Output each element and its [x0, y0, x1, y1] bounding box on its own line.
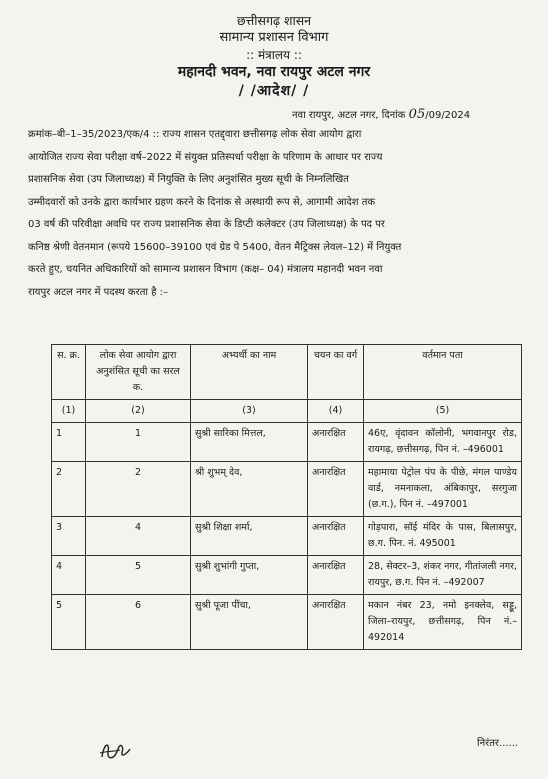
order-line: उम्मीदवारों को उनके द्वारा कार्यभार ग्रहण करने के दिनांक से अस्थायी रूप से, आगामी आदेश तक — [28, 196, 376, 208]
cell-category: अनारक्षित — [308, 517, 364, 556]
cell-category: अनारक्षित — [308, 556, 364, 595]
signature-mark — [96, 735, 136, 765]
order-line: क्रमांक–बी–1–35/2023/एक/4 :: राज्य शासन एतद्द्वारा छत्तीसगढ़ लोक सेवा आयोग द्वारा — [28, 129, 362, 140]
office-address: महानदी भवन, नवा रायपुर अटल नगर — [177, 64, 371, 80]
cell-rank: 5 — [86, 556, 191, 595]
date-day-handwritten: 05 — [408, 107, 426, 122]
order-line: कनिष्ठ श्रेणी वेतनमान (रूपये 15600–39100 एवं ग्रेड पे 5400, वेतन मैट्रिक्स लेवल–12) में नियुक्त — [28, 241, 402, 253]
cell-name: सुश्री सारिका मित्तल, — [191, 423, 308, 462]
cell-address: 28, सेक्टर–3, शंकर नगर, गीतांजली नगर, रायपुर, छ.ग. पिन नं. –492007 — [364, 556, 522, 595]
date-prefix: नवा रायपुर, अटल नगर, दिनांक — [292, 110, 406, 121]
cell-name: सुश्री पूजा पींचा, — [191, 595, 308, 650]
table-row — [52, 556, 522, 595]
col-number: (3) — [191, 400, 308, 423]
cell-rank: 2 — [86, 462, 191, 517]
ministry-label: :: मंत्रालय :: — [246, 48, 302, 62]
cell-address: महामाया पेट्रोल पंप के पीछे, मंगल पाण्डेय वार्ड, नमनाकला, अंबिकापुर, सरगुजा (छ.ग.), पिन नं. –497001 — [364, 462, 522, 517]
order-line: करते हुए, चयनित अधिकारियों को सामान्य प्रशासन विभाग (कक्ष– 04) मंत्रालय महानदी भवन नवा — [28, 264, 383, 275]
col-header-serial: स. क्र. — [52, 345, 86, 400]
department-name: सामान्य प्रशासन विभाग — [219, 30, 329, 45]
col-number: (1) — [52, 400, 86, 423]
order-line: आयोजित राज्य सेवा परीक्षा वर्ष–2022 में संयुक्त प्रतिस्पर्धा परीक्षा के परिणाम के आधार पर राज्य — [28, 151, 383, 163]
cell-rank: 6 — [86, 595, 191, 650]
order-line: 03 वर्ष की परिवीक्षा अवधि पर राज्य प्रशासनिक सेवा के डिप्टी कलेक्टर (उप जिलाध्यक्ष) के पद पर — [28, 219, 385, 230]
col-header-address: वर्तमान पता — [364, 345, 522, 400]
cell-name: श्री शुभम् देव, — [191, 462, 308, 517]
col-header-name: अभ्यर्थी का नाम — [191, 345, 308, 400]
table-row — [52, 517, 522, 556]
col-number: (2) — [86, 400, 191, 423]
order-line: रायपुर अटल नगर में पदस्थ करता है :– — [28, 286, 169, 298]
cell-name: सुश्री शुभांगी गुप्ता, — [191, 556, 308, 595]
col-number: (5) — [364, 400, 522, 423]
cell-serial: 4 — [52, 556, 86, 595]
cell-category: अनारक्षित — [308, 423, 364, 462]
cell-serial: 2 — [52, 462, 86, 517]
date-line — [292, 107, 542, 122]
government-name: छत्तीसगढ़ शासन — [236, 13, 312, 28]
cell-address: 46ए, वृंदावन कॉलोनी, भगवानपुर रोड, रायगढ़, छत्तीसगढ़, पिन नं. –496001 — [364, 423, 522, 462]
order-body — [28, 124, 528, 304]
cell-serial: 1 — [52, 423, 86, 462]
table-number-row — [52, 400, 522, 423]
col-header-category: चयन का वर्ग — [308, 345, 364, 400]
cell-address: गोड़पारा, सॉई मंदिर के पास, बिलासपुर, छ.ग. पिन. नं. 495001 — [364, 517, 522, 556]
candidates-table — [51, 344, 522, 650]
table-header-row — [52, 345, 522, 400]
cell-serial: 3 — [52, 517, 86, 556]
table-row — [52, 595, 522, 650]
table-row — [52, 423, 522, 462]
cell-name: सुश्री शिक्षा शर्मा, — [191, 517, 308, 556]
cell-rank: 4 — [86, 517, 191, 556]
cell-address: मकान नंबर 23, नमो इनक्लेव, सड्डू, जिला–रायपुर, छत्तीसगढ़, पिन नं.–492014 — [364, 595, 522, 650]
col-number: (4) — [308, 400, 364, 423]
table-row — [52, 462, 522, 517]
order-heading: / /आदेश/ / — [238, 83, 310, 99]
cell-serial: 5 — [52, 595, 86, 650]
cell-category: अनारक्षित — [308, 595, 364, 650]
cell-category: अनारक्षित — [308, 462, 364, 517]
continued-label: निरंतर...... — [477, 738, 519, 749]
cell-rank: 1 — [86, 423, 191, 462]
date-rest: /09/2024 — [425, 110, 471, 121]
order-line: प्रशासनिक सेवा (उप जिलाध्यक्ष) में नियुक्ति के लिए अनुशंसित मुख्य सूची के निम्नलिखित — [28, 174, 349, 185]
col-header-psc-rank: लोक सेवा आयोग द्वारा अनुशंसित सूची का सरल क. — [86, 345, 191, 400]
